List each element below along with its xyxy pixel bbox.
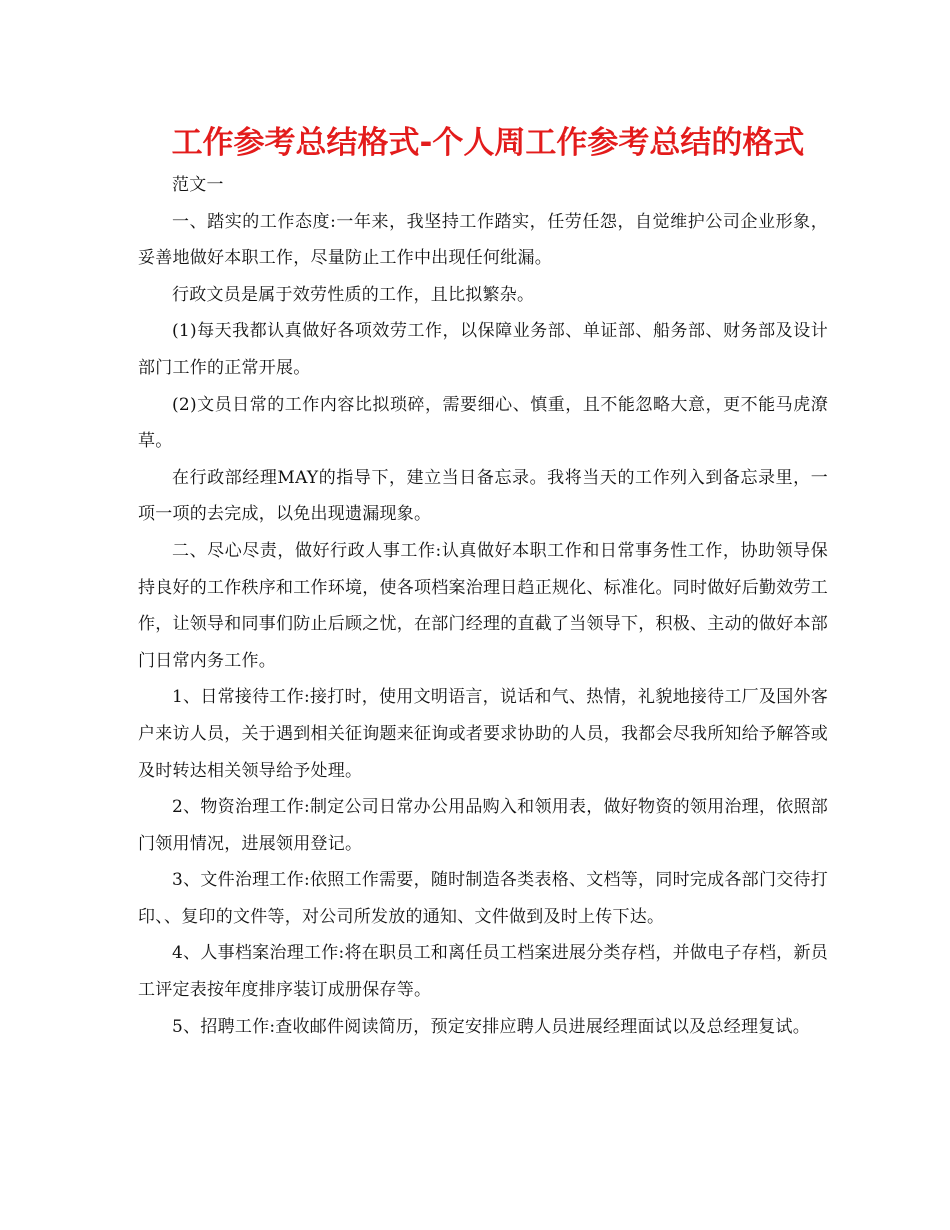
paragraph: 4、人事档案治理工作:将在职员工和离任员工档案进展分类存档，并做电子存档，新员工评定表按年度排序装订成册保存等。 — [138, 943, 828, 1001]
paragraph: 在行政部经理MAY的指导下，建立当日备忘录。我将当天的工作列入到备忘录里，一项一项的去完成，以免出现遗漏现象。 — [138, 467, 828, 525]
paragraph: 一、踏实的工作态度:一年来，我坚持工作踏实，任劳任怨，自觉维护公司企业形象，妥善地做好本职工作，尽量防止工作中出现任何纰漏。 — [138, 211, 828, 269]
paragraph: 2、物资治理工作:制定公司日常办公用品购入和领用表，做好物资的领用治理，依照部门领用情况，进展领用登记。 — [138, 797, 828, 854]
paragraph: (2)文员日常的工作内容比拟琐碎，需要细心、慎重，且不能忽略大意，更不能马虎潦草。 — [138, 394, 828, 452]
paragraph: 行政文员是属于效劳性质的工作，且比拟繁杂。 — [172, 284, 535, 305]
document-title: 工作参考总结格式-个人周工作参考总结的格式 — [171, 125, 805, 161]
paragraph: (1)每天我都认真做好各项效劳工作，以保障业务部、单证部、船务部、财务部及设计部门工作的正常开展。 — [138, 321, 828, 378]
paragraph: 1、日常接待工作:接打时，使用文明语言，说话和气、热情，礼貌地接待工厂及国外客户来访人员，关于遇到相关征询题来征询或者要求协助的人员，我都会尽我所知给予解答或及时转达相关领导给予处理。 — [138, 687, 828, 781]
document-body — [138, 167, 828, 1045]
paragraph: 二、尽心尽责，做好行政人事工作:认真做好本职工作和日常事务性工作，协助领导保持良好的工作秩序和工作环境，使各项档案治理日趋正规化、标准化。同时做好后勤效劳工作，让领导和同事们防止后顾之忧，在部门经理的直截了当领导下，积极、主动的做好本部门日常内务工作。 — [138, 540, 828, 671]
paragraph: 3、文件治理工作:依照工作需要，随时制造各类表格、文档等，同时完成各部门交待打印、、复印的文件等，对公司所发放的通知、文件做到及时上传下达。 — [138, 870, 828, 927]
paragraph: 5、招聘工作:查收邮件阅读简历，预定安排应聘人员进展经理面试以及总经理复试。 — [172, 1016, 811, 1037]
paragraph-heading-fanwen: 范文一 — [172, 175, 224, 195]
document-page — [138, 120, 828, 1045]
